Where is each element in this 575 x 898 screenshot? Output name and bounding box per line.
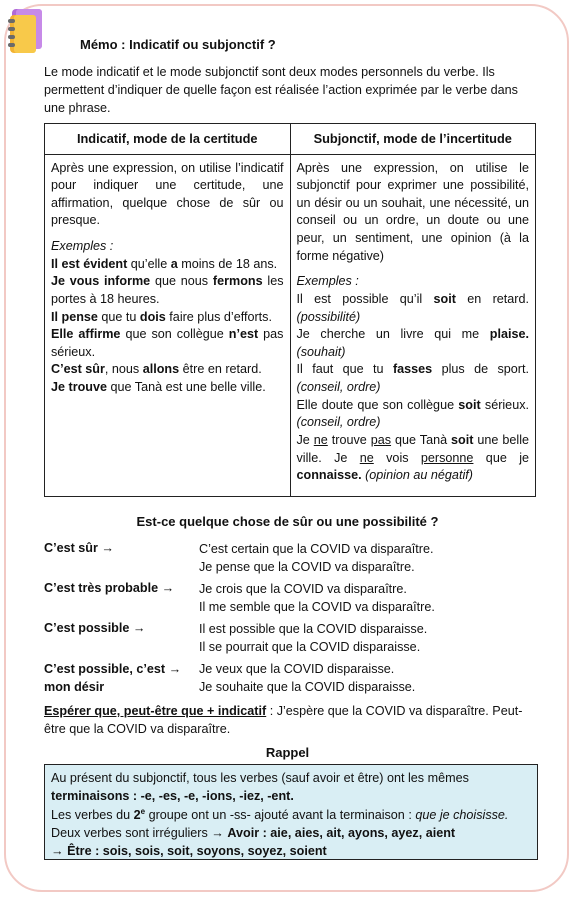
possibility-label: C’est très probable → xyxy=(44,581,175,595)
possibility-examples: Je crois que la COVID va disparaître. Il me semble que la COVID va disparaître. xyxy=(199,582,435,615)
rappel-title: Rappel xyxy=(265,745,310,760)
indicatif-examples-label: Exemples : xyxy=(51,239,114,254)
subjonctif-description: Après une expression, on utilise le subjonctif pour exprimer une possibilité, un désir ou un souhait, une nécessité, un conseil ou un ordre, un doute ou une peur, un sentiment, une opinion (à la forme négative) xyxy=(296,160,529,263)
subjonctif-header: Subjonctif, mode de l’incertitude xyxy=(290,124,536,155)
possibility-examples: Je veux que la COVID disparaisse. Je souhaite que la COVID disparaisse. xyxy=(199,662,416,695)
indicatif-example: C’est sûr, nous allons être en retard. xyxy=(51,362,262,377)
possibility-label: C’est sûr → xyxy=(44,541,114,555)
indicatif-example: Je vous informe que nous fermons les portes à 18 heures. xyxy=(51,274,284,306)
possibility-heading: Est-ce quelque chose de sûr ou une possibilité ? xyxy=(136,514,439,529)
indicatif-example: Je trouve que Tanà est une belle ville. xyxy=(51,380,266,395)
subjonctif-example: Je cherche un livre qui me plaise. (souhait) xyxy=(296,327,529,359)
subjonctif-example: Il faut que tu fasses plus de sport. (conseil, ordre) xyxy=(296,362,529,395)
rappel-line: Au présent du subjonctif, tous les verbes (sauf avoir et être) ont les mêmes terminaisons : -e, -es, -e, -ions, -iez, -ent. xyxy=(51,771,469,803)
rappel-line: → Être : sois, sois, soit, soyons, soyez, soient xyxy=(51,843,327,858)
possibility-label: C’est possible, c’est → mon désir xyxy=(44,662,182,695)
esperer-note: Espérer que, peut-être que + indicatif : J’espère que la COVID va disparaître. Peut-être que la COVID va disparaître. xyxy=(44,704,523,736)
possibility-examples: C’est certain que la COVID va disparaître. Je pense que la COVID va disparaître. xyxy=(199,542,434,575)
subjonctif-example: Elle doute que son collègue soit sérieux. (conseil, ordre) xyxy=(296,397,529,430)
indicatif-description: Après une expression, on utilise l’indicatif pour indiquer une certitude, une affirmation, quelque chose de sûr ou presque. xyxy=(51,160,284,228)
subjonctif-example: Il est possible qu’il soit en retard. (possibilité) xyxy=(296,291,530,324)
notebook-icon xyxy=(6,5,50,57)
page-title: Mémo : Indicatif ou subjonctif ? xyxy=(80,37,276,52)
indicatif-example: Elle affirme que son collègue n’est pas sérieux. xyxy=(51,327,284,359)
indicatif-example: Il est évident qu’elle a moins de 18 ans. xyxy=(51,256,278,271)
intro-paragraph: Le mode indicatif et le mode subjonctif sont deux modes personnels du verbe. Ils permettent d’indiquer de quelle façon est réalisée l’action exprimée par le verbe dans une phrase. xyxy=(44,65,518,115)
indicatif-cell xyxy=(45,154,291,496)
rappel-box xyxy=(44,764,538,860)
subjonctif-examples-label: Exemples : xyxy=(296,274,359,289)
rappel-line: Deux verbes sont irréguliers → Avoir : aie, aies, ait, ayons, ayez, aient xyxy=(51,825,456,840)
subjonctif-example: Je ne trouve pas que Tanà soit une belle ville. Je ne vois personne que je connaisse. (opinion au négatif) xyxy=(296,432,529,483)
subjonctif-cell xyxy=(290,154,536,496)
possibility-label: C’est possible → xyxy=(44,621,146,635)
rappel-line: Les verbes du 2e groupe ont un -ss- ajouté avant la terminaison : que je choisisse. xyxy=(51,806,509,822)
possibility-examples: Il est possible que la COVID disparaisse. Il se pourrait que la COVID disparaisse. xyxy=(199,622,428,655)
mode-comparison-table xyxy=(44,123,536,497)
indicatif-example: Il pense que tu dois faire plus d’efforts. xyxy=(51,309,272,324)
indicatif-header: Indicatif, mode de la certitude xyxy=(45,124,291,155)
